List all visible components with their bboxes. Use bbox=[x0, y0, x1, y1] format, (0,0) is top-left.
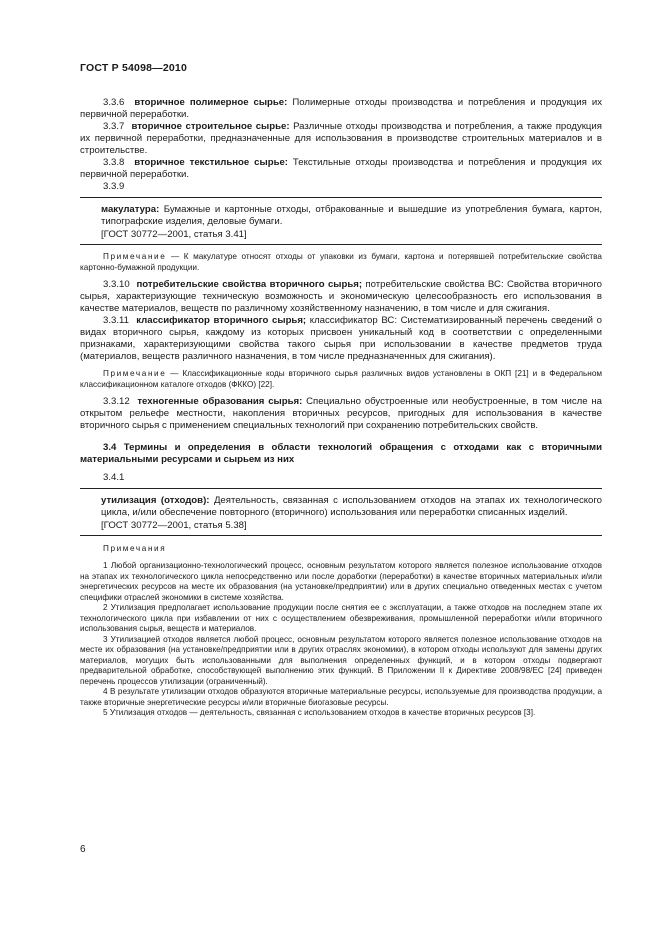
term-3-3-9 bbox=[101, 204, 602, 228]
term-box-utilizatsiya bbox=[80, 488, 602, 536]
term-source: [ГОСТ 30772—2001, статья 3.41] bbox=[101, 229, 247, 240]
term-3-3-10: 3.3.10 потребительские свойства вторичного сырья; потребительские свойства ВС: Свойства вторичного сырья, характеризующие техническую возможность и экономическую целесообразность его использования в качестве материалов, веществ по различному хозяйственному назначению, в том числе и для сжигания. bbox=[80, 279, 602, 314]
term-name: утилизация (отходов): bbox=[101, 495, 210, 506]
term-definition: классификатор ВС: Систематизированный перечень сведений о видах вторичного сырья, каждому из которых присвоен уникальный код в соответствии с определенными признаками, характеризующими свойства такого сырья при использовании в качестве предметов труда (материалов, веществ различного назначения, в том числе предназначенных для сжигания). bbox=[80, 315, 602, 362]
page-number: 6 bbox=[80, 844, 86, 855]
term-definition: потребительские свойства ВС: Свойства вторичного сырья, характеризующие техническую возможность и экономическую целесообразность его использования в качестве материалов, веществ по различному хозяйственному назначению, в том числе и для сжигания. bbox=[80, 279, 602, 314]
term-name: потребительские свойства вторичного сырья; bbox=[136, 279, 363, 290]
term-definition: Текстильные отходы производства и потребления и продукция их первичной переработки. bbox=[80, 157, 602, 180]
note-item: 3 Утилизацией отходов является любой процесс, основным результатом которого является полезное использование отходов на месте их образования (на установке/предприятии или в других отраслях экономики), в котором отходы используют для замены других материалов, могущих быть использованными для выполнения определенных функций, и в котором отходы подвергают предварительной обработке, способствующей выполнению этих функций. В Приложении II к Директиве 2008/98/ЕС [24] приведен перечень процессов утилизации (ограниченный). bbox=[80, 634, 602, 686]
term-name: техногенные образования сырья: bbox=[137, 396, 303, 407]
term-name: макулатура: bbox=[101, 204, 160, 215]
term-number-3-3-9: 3.3.9 bbox=[103, 181, 125, 192]
term-3-3-6: 3.3.6 вторичное полимерное сырье: Полимерные отходы производства и потребления и продукция их первичной переработки. bbox=[80, 97, 602, 120]
term-name: вторичное полимерное сырье: bbox=[134, 97, 288, 108]
note-item: 2 Утилизация предполагает использование продукции после снятия ее с эксплуатации, а также отходов на последнем этапе их технологического цикла при избавлении от них с осуществлением обезвреживания, промышленной переработки и/или вторичного использования сырья, веществ и материалов. bbox=[80, 603, 602, 633]
term-3-3-7: 3.3.7 вторичное строительное сырье: Различные отходы производства и потребления, а также продукция их первичной переработки, предназначенные для использования в производстве строительных материалов и в строительстве. bbox=[80, 121, 602, 156]
term-source: [ГОСТ 30772—2001, статья 5.38] bbox=[101, 520, 247, 531]
note-3-3-11: Примечание — Классификационные коды вторичного сырья различных видов установлены в ОКП [21] и в Федеральном классификационном каталоге отходов (ФККО) [22]. bbox=[80, 369, 603, 389]
term-3-3-8: 3.3.8 вторичное текстильное сырье: Текстильные отходы производства и потребления и продукция их первичной переработки. bbox=[80, 157, 602, 180]
term-definition: Бумажные и картонные отходы, отбракованные и вышедшие из употребления бумага, картон, типографские изделия, деловые бумаги. bbox=[101, 204, 602, 227]
term-definition: Различные отходы производства и потребления, а также продукция их первичной переработки, предназначенные для использования в производстве строительных материалов и в строительстве. bbox=[80, 121, 602, 156]
term-box-makulatura bbox=[80, 197, 602, 245]
note-item: 4 В результате утилизации отходов образуются вторичные материальные ресурсы, используемые для производства продукции, а также вторичные энергетические ресурсы и/или вторичные биогазовые ресурсы. bbox=[80, 687, 602, 707]
term-definition: Деятельность, связанная с использованием отходов на этапах их технологического цикла, и/или обеспечение повторного (вторичного) использования или переработки списанных изделий. bbox=[101, 495, 603, 518]
note-item: 5 Утилизация отходов — деятельность, связанная с использованием отходов в качестве вторичных ресурсов [3]. bbox=[103, 708, 536, 717]
notes-heading: Примечания bbox=[103, 544, 167, 553]
document-body bbox=[80, 97, 602, 719]
term-3-4-1 bbox=[101, 495, 602, 519]
term-definition: Специально обустроенные или необустроенные, в том числе на открытом рельефе местности, накопления вторичных ресурсов, пригодных для использования в качестве вторичного сырья с применением специальных технологий при сохранению потребительских свойств. bbox=[80, 396, 603, 431]
term-name: классификатор вторичного сырья; bbox=[136, 315, 307, 326]
note-label: Примечание bbox=[103, 252, 167, 261]
term-3-3-12: 3.3.12 техногенные образования сырья: Специально обустроенные или необустроенные, в том числе на открытом рельефе местности, накопления вторичных ресурсов, пригодных для использования в качестве вторичного сырья с применением специальных технологий при сохранению потребительских свойств. bbox=[80, 396, 603, 431]
note-3-3-9: Примечание — К макулатуре относят отходы от упаковки из бумаги, картона и потерявшей потребительские свойства картонно-бумажной продукции. bbox=[80, 252, 602, 272]
term-number-3-4-1: 3.4.1 bbox=[103, 472, 125, 483]
term-name: вторичное текстильное сырье: bbox=[134, 157, 288, 168]
term-definition: Полимерные отходы производства и потребления и продукция их первичной переработки. bbox=[80, 97, 602, 120]
note-label: Примечание bbox=[103, 369, 167, 378]
note-item: 1 Любой организационно-технологический процесс, основным результатом которого является полезное использование отходов на этапах их технологического цикла непосредственно или после доработки (переработки) в качестве вторичных материальных и/или энергетических ресурсов на месте их образования (на установке/предприятии) или в других специально отведенных местах с учетом специфики отраслей экономики в системе хозяйства. bbox=[80, 561, 602, 602]
term-3-3-11: 3.3.11 классификатор вторичного сырья; классификатор ВС: Систематизированный перечень сведений о видах вторичного сырья, каждому из которых присвоен уникальный код в соответствии с определенными признаками, характеризующими свойства такого сырья при использовании в качестве предметов труда (материалов, веществ различного назначения, в том числе предназначенных для сжигания). bbox=[80, 315, 602, 362]
term-name: вторичное строительное сырье: bbox=[131, 121, 290, 132]
section-heading-3-4: 3.4 Термины и определения в области технологий обращения с отходами как с вторичными материальными ресурсами и сырьем из них bbox=[80, 442, 602, 465]
document-header: ГОСТ Р 54098—2010 bbox=[80, 62, 188, 74]
